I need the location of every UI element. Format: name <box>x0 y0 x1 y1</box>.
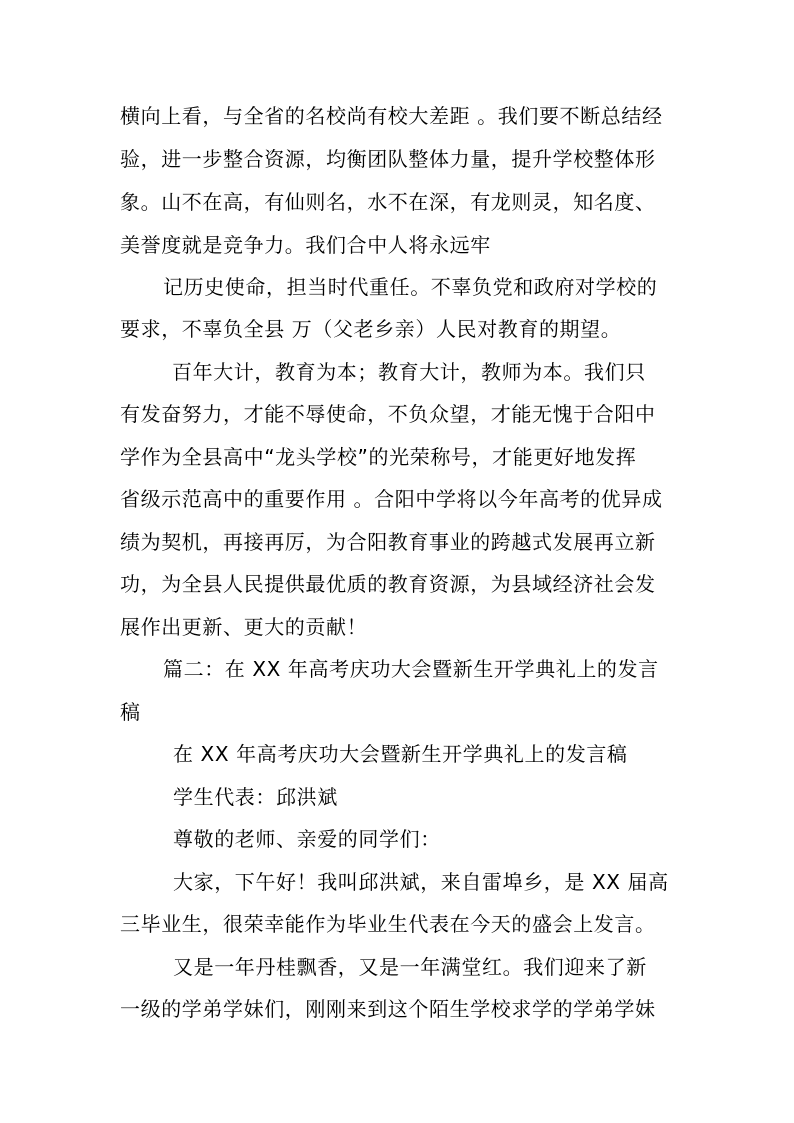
text-line: 展作出更新、更大的贡献！ <box>120 615 368 639</box>
text-line: 一级的学弟学妹们，刚刚来到这个陌生学校求学的学弟学妹 <box>120 997 656 1021</box>
text-line: 学生代表：邱洪斌 <box>173 785 338 809</box>
text-line: 百年大计，教育为本；教育大计，教师为本。我们只 <box>172 360 646 384</box>
text-line: 大家，下午好！我叫邱洪斌，来自雷埠乡，是 XX 届高 <box>173 870 669 894</box>
text-line: 验，进一步整合资源，均衡团队整体力量，提升学校整体形 <box>120 147 656 171</box>
text-line: 又是一年丹桂飘香，又是一年满堂红。我们迎来了新 <box>173 955 647 979</box>
text-line: 要求，不辜负全县 万（父老乡亲）人民对教育的期望。 <box>120 317 622 341</box>
text-line: 省级示范高中的重要作用 。合阳中学将以今年高考的优异成 <box>120 487 663 511</box>
text-line: 稿 <box>120 700 141 724</box>
text-line: 象。山不在高，有仙则名，水不在深，有龙则灵，知名度、 <box>120 190 656 214</box>
text-line: 有发奋努力，才能不辱使命，不负众望，才能无愧于合阳中 <box>120 402 656 426</box>
text-line: 横向上看，与全省的名校尚有校大差距 。我们要不断总结经 <box>120 104 663 128</box>
text-line: 尊敬的老师、亲爱的同学们： <box>173 827 441 851</box>
text-line: 记历史使命，担当时代重任。不辜负党和政府对学校的 <box>163 275 658 299</box>
text-line: 在 XX 年高考庆功大会暨新生开学典礼上的发言稿 <box>173 742 628 766</box>
text-line: 绩为契机，再接再厉，为合阳教育事业的跨越式发展再立新 <box>120 530 656 554</box>
text-line: 三毕业生，很荣幸能作为毕业生代表在今天的盛会上发言。 <box>120 912 656 936</box>
text-line: 美誉度就是竞争力。我们合中人将永远牢 <box>120 233 491 257</box>
text-line: 学作为全县高中“龙头学校”的光荣称号，才能更好地发挥 <box>120 445 637 469</box>
text-line: 功，为全县人民提供最优质的教育资源，为县域经济社会发 <box>120 572 656 596</box>
text-line: 篇二：在 XX 年高考庆功大会暨新生开学典礼上的发言 <box>163 657 659 681</box>
